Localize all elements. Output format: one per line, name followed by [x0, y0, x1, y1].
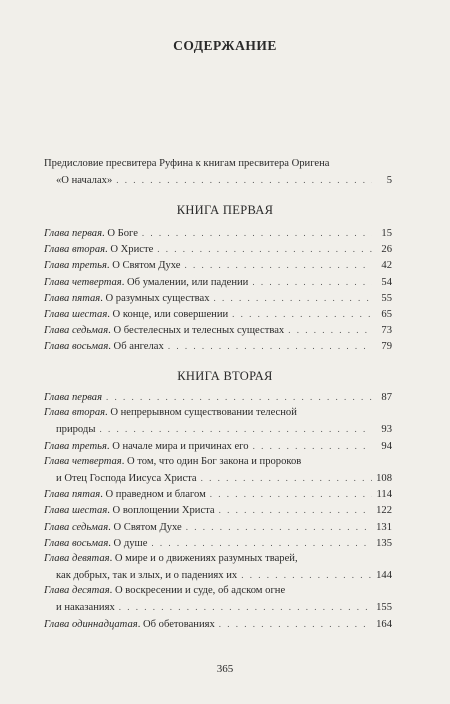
- toc-entry-line1: Глава девятая. О мире и о движениях разумных тварей,: [44, 552, 298, 564]
- toc-entry: Глава пятая. О праведном и благом . . . 114: [44, 486, 392, 502]
- toc-entry: Глава седьмая. О Святом Духе . . . 131: [44, 519, 392, 535]
- toc-entry: Глава одиннадцатая. Об обетованиях . . . 164: [44, 616, 392, 632]
- toc-entry: Глава восьмая. О душе . . . 135: [44, 535, 392, 551]
- toc-entry-line2: и Отец Господа Иисуса Христа . . . 108: [44, 470, 392, 486]
- book2-heading: КНИГА ВТОРАЯ: [177, 369, 273, 383]
- leader-dots: [116, 172, 372, 188]
- page-ref: 5: [386, 175, 392, 187]
- preface-entry: [44, 156, 392, 188]
- toc-entry: Глава седьмая. О бестелесных и телесных существах . . . 73: [44, 322, 392, 338]
- toc-entry: Глава восьмая. Об ангелах . . . 79: [44, 338, 392, 354]
- toc-entry-line2: как добрых, так и злых, и о падениях их . . . 144: [44, 567, 392, 583]
- toc-entry-line1: Глава вторая. О непрерывном существовании телесной: [44, 407, 297, 419]
- toc-entry: Глава первая. О Боге . . . 15: [44, 225, 392, 241]
- toc-entry: Глава четвертая. Об умалении, или падении . . . 54: [44, 274, 392, 290]
- preface-line2: «О началах» . . . 5: [44, 172, 392, 188]
- book1-list: [44, 225, 392, 355]
- toc-entry: Глава шестая. О конце, или совершении . . . 65: [44, 306, 392, 322]
- toc-entry-line1: Глава четвертая. О том, что один Бог закона и пророков: [44, 455, 302, 467]
- toc-entry: Глава третья. О начале мира и причинах его . . . 94: [44, 438, 392, 454]
- toc-entry: Глава третья. О Святом Духе . . . 42: [44, 257, 392, 273]
- toc-entry-line1: Глава десятая. О воскресении и суде, об адском огне: [44, 585, 286, 597]
- toc-entry: Глава пятая. О разумных существах . . . 55: [44, 290, 392, 306]
- toc-entry: Глава вторая. О Христе . . . 26: [44, 241, 392, 257]
- toc-entry-line2: природы . . . 93: [44, 421, 392, 437]
- book2-list: [44, 389, 392, 632]
- page-title: СОДЕРЖАНИЕ: [173, 38, 277, 53]
- book1-heading: КНИГА ПЕРВАЯ: [176, 203, 274, 217]
- preface-line1: Предисловие пресвитера Руфина к книгам пресвитера Оригена: [44, 158, 330, 169]
- page-number: 365: [216, 663, 234, 675]
- toc-entry: Глава первая . . . 87: [44, 389, 392, 405]
- toc-entry-line2: и наказаниях . . . 155: [44, 599, 392, 615]
- toc-entry: Глава шестая. О воплощении Христа . . . 122: [44, 502, 392, 518]
